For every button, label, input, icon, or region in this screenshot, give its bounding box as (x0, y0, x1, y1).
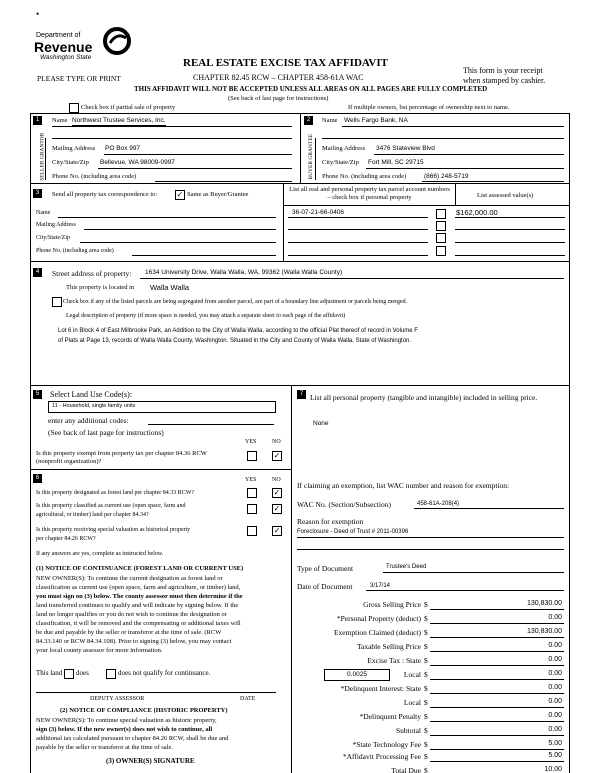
send-correspondence-label: Send all property tax correspondence to: (52, 191, 158, 198)
seller-side-label: SELLER GRANTOR (31, 138, 46, 180)
land-use-label: Select Land Use Code(s): (50, 390, 132, 399)
seller-city-value: Bellevue, WA 98009-0997 (100, 159, 175, 166)
receipt-line-2: when stamped by cashier. (463, 76, 546, 85)
exemption-label: If claiming an exemption, list WAC number and reason for exemption: (297, 481, 510, 490)
sec3-mailing-label: Mailing Address (36, 222, 76, 228)
tax-row: *State Technology Fee $ 5.00 (352, 740, 562, 749)
document-date-value: 3/17/14 (370, 583, 391, 589)
seller-city-label: City/State/Zip (52, 159, 89, 166)
tax-row: *Delinquent Interest: State $ 0.00 (340, 684, 562, 693)
tax-row: Total Due $ 10.00 (391, 766, 562, 773)
historic-no-checkbox[interactable]: ✓ (273, 526, 281, 535)
parcel-personal-checkbox-4[interactable] (436, 246, 446, 256)
legal-description-label: Legal description of property (if more space is needed, you may attach a separate sheet to each page of the affidavit) (66, 313, 346, 319)
notice-compliance-title: (2) NOTICE OF COMPLIANCE (HISTORIC PROPERTY) (60, 707, 228, 714)
multiple-owners-note: If multiple owners, list percentage of ownership next to name. (348, 104, 510, 111)
buyer-phone-label: Phone No. (including area code) (322, 173, 407, 180)
exempt-no-checkbox[interactable]: ✓ (273, 451, 281, 460)
same-as-buyer-checkbox[interactable]: ✓ (176, 190, 184, 199)
exempt-question: Is this property exempt from property tax per chapter 84.36 RCW (nonprofit organization)? (36, 450, 207, 466)
additional-codes-label: enter any additional codes: (48, 416, 129, 425)
document-date-label: Date of Document (297, 582, 353, 591)
sec5-yes-header: YES (245, 439, 257, 445)
tax-row: Local $ 0.00 (403, 698, 562, 707)
exempt-yes-checkbox[interactable] (247, 451, 257, 461)
legal-description-line-1: Lot 6 in Block 4 of East Milbrooke Park, an Addition to the City of Walla Walla, according to the official Plat thereof of record in Volume F (58, 328, 418, 334)
partial-sale-label: Check box if partial sale of property (81, 104, 176, 111)
section-5-number: 5 (33, 390, 42, 399)
tax-row: 0.0025 Local $ 0.00 (300, 670, 564, 684)
receipt-line-1: This form is your receipt (463, 66, 543, 75)
tax-row: Subtotal $ 0.00 (395, 726, 562, 735)
buyer-mailing-value: 3476 Stateview Blvd (376, 145, 435, 152)
located-in-value: Walla Walla (150, 283, 190, 292)
revenue-logo-icon (102, 26, 132, 56)
current-use-question-1: Is this property classified as current use (open space, farm and (36, 503, 186, 509)
located-in-label: This property is located in (66, 284, 135, 291)
sec3-city-label: City/State/Zip (36, 235, 70, 241)
personal-property-value: None (313, 420, 329, 427)
land-use-select[interactable]: 11 - Household, single family units (48, 401, 276, 413)
document-type-value: Trustee's Deed (386, 564, 427, 570)
same-as-buyer-label: Same as Buyer/Grantee (187, 191, 249, 198)
buyer-name-label: Name (322, 117, 338, 124)
sec3-phone-label: Phone No. (including area code) (36, 248, 114, 254)
if-any-yes-note: If any answers are yes, complete as instructed below. (36, 551, 164, 557)
document-type-label: Type of Document (297, 564, 354, 573)
partial-sale-checkbox[interactable] (69, 103, 79, 113)
this-land-label: This land (36, 669, 63, 677)
revenue-logo: Department of Revenue Washington State (34, 30, 129, 64)
current-use-yes-checkbox[interactable] (247, 504, 257, 514)
legal-description-line-2: of Plats at Page 13, records of Walla Walla County, Washington. Situated in the City and County of Walla Walla, State of Washington. (58, 338, 412, 344)
land-use-see-back: (See back of last page for instructions) (48, 428, 164, 437)
section-2-number: 2 (304, 116, 313, 125)
wac-value: 458-61A-208(4) (417, 501, 460, 507)
form-chapter: CHAPTER 82.45 RCW – CHAPTER 458-61A WAC (193, 73, 364, 82)
notice-continuance-title: (1) NOTICE OF CONTINUANCE (FOREST LAND OR CURRENT USE) (36, 565, 244, 572)
historic-question-1: Is this property receiving special valuation as historical property (36, 527, 191, 533)
historic-yes-checkbox[interactable] (247, 526, 257, 536)
current-use-question-2: agricultural, or timber) land per chapter 84.34? (36, 512, 149, 518)
buyer-city-value: Fort Mill, SC 29715 (368, 159, 424, 166)
forest-yes-checkbox[interactable] (247, 488, 257, 498)
historic-question-2: per chapter 84.26 RCW? (36, 536, 96, 542)
reason-label: Reason for exemption (297, 517, 364, 526)
parcel-personal-checkbox-2[interactable] (436, 221, 446, 231)
deputy-assessor-label: DEPUTY ASSESSOR (90, 696, 145, 702)
parcel-personal-checkbox-1[interactable] (436, 209, 446, 219)
sec3-name-label: Name (36, 210, 51, 216)
forest-no-checkbox[interactable]: ✓ (273, 488, 281, 497)
buyer-phone-value: (866) 248-5719 (424, 173, 469, 180)
buyer-name-value: Wells Fargo Bank, NA (344, 117, 408, 124)
tax-row: *Affidavit Processing Fee $ 5.00 (342, 752, 562, 761)
reason-value: Foreclosure - Deed of Trust # 2011-00396 (297, 529, 409, 535)
section-1-number: 1 (33, 116, 42, 125)
land-does-label: does (76, 669, 89, 677)
seller-mailing-label: Mailing Address (52, 145, 96, 152)
parcel-header: List all real and personal property tax parcel account numbers – check box if personal property (289, 186, 450, 202)
see-back-note: (See back of last page for instructions) (228, 95, 329, 102)
assessor-date-label: DATE (240, 696, 256, 702)
section-4-number: 4 (33, 268, 42, 277)
owner-signature-title: (3) OWNER(S) SIGNATURE (106, 757, 195, 765)
wac-label: WAC No. (Section/Subsection) (297, 500, 391, 509)
tax-row: Gross Selling Price $ 130,830.00 (363, 600, 562, 609)
buyer-side-label: BUYER GRANTEE (301, 138, 316, 180)
section-3-number: 3 (33, 189, 42, 198)
current-use-no-checkbox[interactable]: ✓ (273, 504, 281, 513)
assessed-header: List assessed value(s) (477, 192, 534, 199)
sec5-no-header: NO (272, 439, 281, 445)
tax-row: Exemption Claimed (deduct) $ 130,830.00 (333, 628, 562, 637)
land-does-checkbox[interactable] (64, 669, 74, 679)
buyer-mailing-label: Mailing Address (322, 145, 366, 152)
sec6-yes-header: YES (245, 477, 257, 483)
land-does-not-label: does not qualify for continuance. (118, 669, 211, 677)
section-6-number: 6 (33, 474, 42, 483)
buyer-city-label: City/State/Zip (322, 159, 359, 166)
forest-land-question: Is this property designated as forest land per chapter 84.33 RCW? (36, 490, 195, 496)
seller-name-value: Northwest Trustee Services, Inc. (72, 117, 166, 124)
street-address-value: 1634 University Drive, Walla Walla, WA, 99362 (Walla Walla County) (145, 269, 343, 276)
local-rate-box: 0.0025 (324, 669, 390, 681)
street-address-label: Street address of property: (52, 269, 132, 278)
parcel-personal-checkbox-3[interactable] (436, 233, 446, 243)
parcel-number: 36-07-21-66-0406 (292, 209, 345, 216)
segregated-checkbox[interactable] (52, 297, 62, 307)
tax-row: *Personal Property (deduct) $ 0.00 (336, 614, 562, 623)
personal-property-label: List all personal property (tangible and intangible) included in selling price. (310, 393, 538, 402)
please-type: PLEASE TYPE OR PRINT (37, 74, 121, 83)
tax-row: Taxable Selling Price $ 0.00 (356, 642, 562, 651)
tax-row: Excise Tax : State $ 0.00 (367, 656, 562, 665)
sec6-no-header: NO (272, 477, 281, 483)
corner-mark: • (36, 9, 40, 19)
seller-name-label: Name (52, 117, 68, 124)
form-title: REAL ESTATE EXCISE TAX AFFIDAVIT (183, 57, 388, 69)
form-warning: THIS AFFIDAVIT WILL NOT BE ACCEPTED UNLESS ALL AREAS ON ALL PAGES ARE FULLY COMPLETED (134, 85, 488, 93)
tax-row: *Delinquent Penalty $ 0.00 (359, 712, 562, 721)
assessed-value: $162,000.00 (456, 208, 498, 217)
land-does-not-checkbox[interactable] (106, 669, 116, 679)
seller-mailing-value: PO Box 997 (105, 145, 141, 152)
seller-phone-label: Phone No. (including area code) (52, 173, 137, 180)
segregated-label: Check box if any of the listed parcels are being segregated from another parcel, are part of a boundary line adjustment or parcels being merged. (63, 299, 408, 305)
section-7-number: 7 (297, 390, 306, 399)
